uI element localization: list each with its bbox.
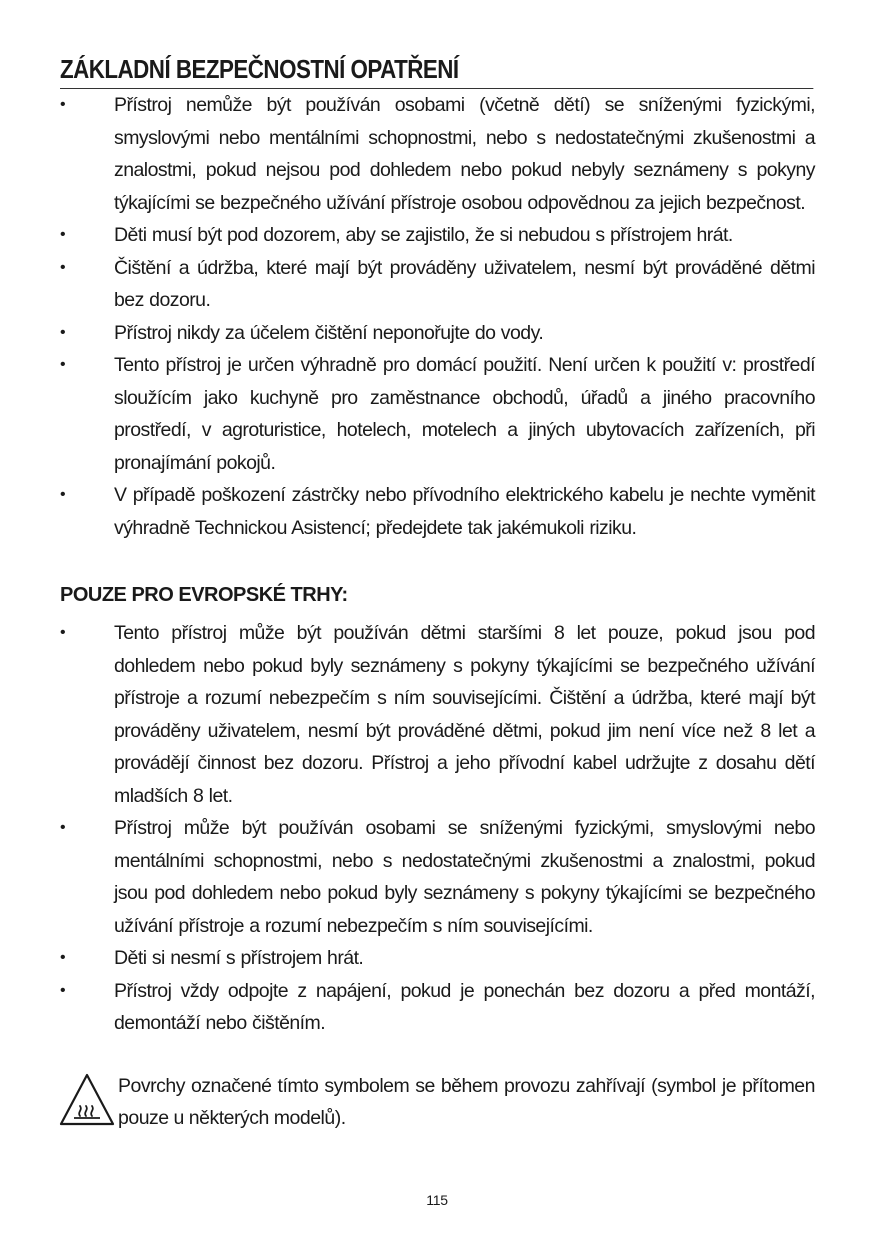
- bullet-icon: •: [60, 624, 66, 641]
- list-item: • Tento přístroj je určen výhradně pro domácí použití. Není určen k použití v: prostředí sloužícím jako kuchyně pro zaměstnance obchodů, úřadů a jiného pracovního prostředí, v agroturistice, hotelech, motelech a jiných ubytovacích zařízeních, při pronajímání pokojů.: [60, 349, 815, 479]
- list-item: • Přístroj nikdy za účelem čištění neponořujte do vody.: [60, 317, 815, 350]
- hot-surface-warning: [60, 1070, 815, 1134]
- list-item: • Tento přístroj může být používán dětmi staršími 8 let pouze, pokud jsou pod dohledem nebo pokud byly seznámeny s pokyny týkajícími se bezpečného užívání přístroje a rozumí nebezpečím s ním souvisejícími. Čištění a údržba, které mají být prováděny uživatelem, nesmí být prováděné dětmi, pokud jim není více než 8 let a provádějí činnost bez dozoru. Přístroj a jeho přívodní kabel udržujte z dosahu dětí mladších 8 let.: [60, 617, 815, 812]
- bullet-icon: •: [60, 226, 66, 243]
- safety-list: [60, 89, 815, 544]
- hot-surface-warning-icon: [58, 1072, 116, 1128]
- bullet-icon: •: [60, 981, 66, 999]
- list-item: • Čištění a údržba, které mají být prováděny uživatelem, nesmí být prováděné dětmi bez dozoru.: [60, 252, 815, 317]
- list-item: • Přístroj vždy odpojte z napájení, pokud je ponechán bez dozoru a před montáží, demontáží nebo čištěním.: [60, 975, 815, 1040]
- list-item: • Děti musí být pod dozorem, aby se zajistilo, že si nebudou s přístrojem hrát.: [60, 219, 815, 252]
- bullet-icon: •: [60, 258, 66, 276]
- bullet-icon: •: [60, 819, 66, 836]
- bullet-icon: •: [60, 486, 66, 503]
- section-title-eu-markets: POUZE PRO EVROPSKÉ TRHY:: [60, 584, 348, 606]
- page-number: 115: [426, 1192, 448, 1208]
- bullet-icon: •: [60, 356, 66, 373]
- list-item: • Děti si nesmí s přístrojem hrát.: [60, 942, 815, 975]
- list-item: • Přístroj může být používán osobami se sníženými fyzickými, smyslovými nebo mentálními schopnostmi, nebo s nedostatečnými zkušenostmi a znalostmi, pokud jsou pod dohledem nebo pokud byly seznámeny s pokyny týkajícími se bezpečného užívání přístroje a rozumí nebezpečím s ním souvisejícími.: [60, 812, 815, 942]
- eu-safety-list: [60, 617, 815, 1040]
- bullet-icon: •: [60, 96, 66, 113]
- section-title-safety: ZÁKLADNÍ BEZPEČNOSTNÍ OPATŘENÍ: [60, 52, 813, 89]
- list-item: • V případě poškození zástrčky nebo přívodního elektrického kabelu je nechte vyměnit výhradně Technickou Asistencí; předejdete tak jakémukoli riziku.: [60, 479, 815, 544]
- warning-text: Povrchy označené tímto symbolem se během provozu zahřívají (symbol je přítomen pouze u některých modelů).: [118, 1074, 815, 1129]
- list-item: • Přístroj nemůže být používán osobami (včetně dětí) se sníženými fyzickými, smyslovými nebo mentálními schopnostmi, nebo s nedostatečnými zkušenostmi a znalostmi, pokud nejsou pod dohledem nebo pokud nebyly seznámeny s pokyny týkajícími se bezpečného užívání přístroje osobou odpovědnou za jejich bezpečnost.: [60, 89, 815, 219]
- bullet-icon: •: [60, 949, 66, 966]
- manual-page: [60, 52, 815, 1134]
- bullet-icon: •: [60, 323, 66, 341]
